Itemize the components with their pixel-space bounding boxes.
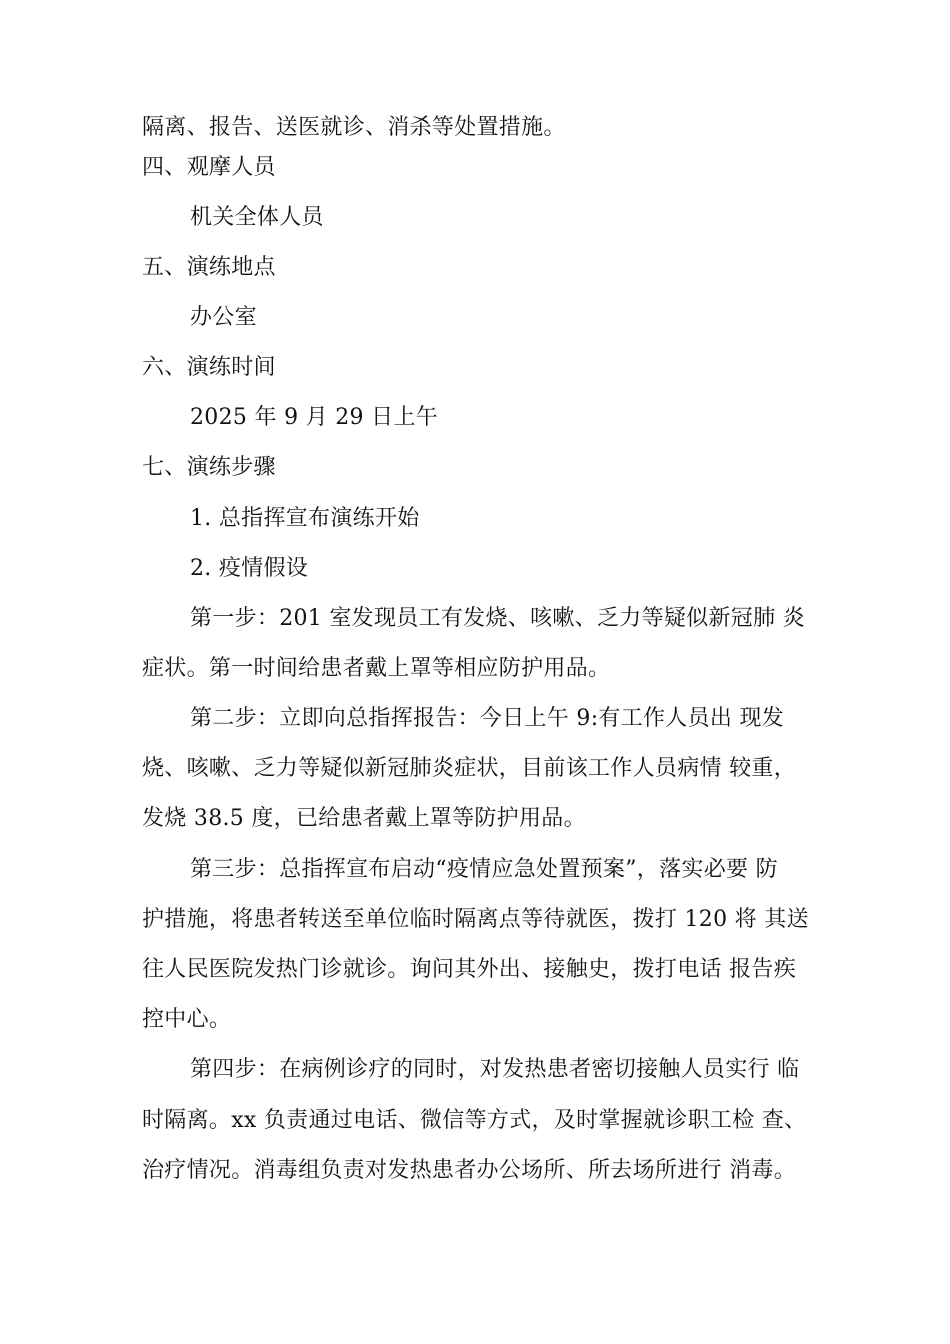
paragraph-line: 第一步：201 室发现员工有发烧、咳嗽、乏力等疑似新冠肺 炎 bbox=[190, 606, 805, 631]
paragraph-line: 第二步：立即向总指挥报告：今日上午 9:有工作人员出 现发 bbox=[190, 706, 785, 731]
paragraph-line: 烧、咳嗽、乏力等疑似新冠肺炎症状，目前该工作人员病情 较重， bbox=[142, 756, 796, 781]
paragraph-line: 症状。第一时间给患者戴上罩等相应防护用品。 bbox=[142, 656, 611, 681]
paragraph-line: 发烧 38.5 度，已给患者戴上罩等防护用品。 bbox=[142, 806, 586, 831]
paragraph-line: 第四步：在病例诊疗的同时，对发热患者密切接触人员实行 临 bbox=[190, 1057, 800, 1082]
section-heading: 五、演练地点 bbox=[142, 255, 276, 280]
paragraph-line: 办公室 bbox=[190, 305, 257, 330]
paragraph-line: 2025 年 9 月 29 日上午 bbox=[190, 405, 439, 430]
list-item: 2. 疫情假设 bbox=[190, 556, 309, 581]
paragraph-line: 机关全体人员 bbox=[190, 205, 324, 230]
paragraph-line: 护措施，将患者转送至单位临时隔离点等待就医，拨打 120 将 其送 bbox=[142, 907, 809, 932]
paragraph-line: 时隔离。xx 负责通过电话、微信等方式，及时掌握就诊职工检 查、 bbox=[142, 1108, 807, 1133]
paragraph-line: 控中心。 bbox=[142, 1007, 232, 1032]
list-item: 1. 总指挥宣布演练开始 bbox=[190, 506, 420, 531]
section-heading: 七、演练步骤 bbox=[142, 455, 276, 480]
paragraph-line: 第三步：总指挥宣布启动“疫情应急处置预案”，落实必要 防 bbox=[190, 857, 778, 882]
paragraph-line: 往人民医院发热门诊就诊。询问其外出、接触史，拨打电话 报告疾 bbox=[142, 957, 796, 982]
paragraph-line: 隔离、报告、送医就诊、消杀等处置措施。 bbox=[142, 115, 566, 140]
section-heading: 四、观摩人员 bbox=[142, 155, 276, 180]
paragraph-line: 治疗情况。消毒组负责对发热患者办公场所、所去场所进行 消毒。 bbox=[142, 1158, 796, 1183]
section-heading: 六、演练时间 bbox=[142, 355, 276, 380]
